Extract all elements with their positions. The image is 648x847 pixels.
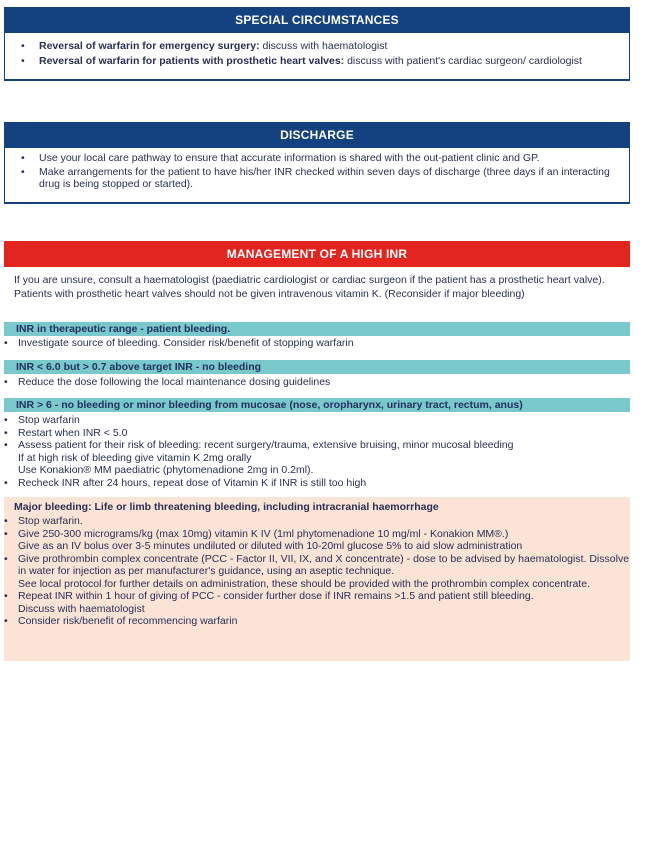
bullet-icon: •	[21, 40, 25, 52]
list-item	[21, 55, 621, 68]
high-inr-intro: If you are unsure, consult a haematologist (paediatric cardiologist or cardiac surgeon if the patient has a prosthetic heart valve). Patients with prosthetic heart valves should not be given intravenous vitamin K. (Reconsider if major bleeding)	[14, 274, 605, 300]
section-inr-below-6-band	[4, 360, 630, 374]
list-item	[4, 515, 630, 528]
special-circumstances-list	[5, 33, 629, 67]
item-text: Repeat INR within 1 hour of giving of PCC - consider further dose if INR remains >1.5 and patient still bleeding.	[18, 590, 534, 602]
section-therapeutic-range-list	[4, 337, 630, 350]
discharge-list	[5, 148, 629, 191]
high-inr-panel	[4, 241, 630, 661]
item-text: Use your local care pathway to ensure that accurate information is shared with the out-patient clinic and GP.	[39, 152, 540, 164]
list-item-continuation: Give as an IV bolus over 3-5 minutes undiluted or diluted with 10-20ml glucose 5% to aid slow administration	[18, 540, 523, 552]
item-text: Investigate source of bleeding. Consider risk/benefit of stopping warfarin	[18, 337, 354, 349]
bullet-icon: •	[4, 414, 8, 426]
bullet-icon: •	[21, 152, 25, 164]
list-item	[4, 414, 630, 427]
list-item	[4, 427, 630, 440]
bullet-icon: •	[4, 426, 8, 439]
list-item-continuation: See local protocol for further details on administration, these should be provided with the prothrombin complex concentrate.	[18, 577, 590, 590]
list-item	[4, 477, 630, 490]
list-item	[21, 166, 621, 191]
bullet-icon: •	[4, 337, 8, 349]
list-item	[21, 152, 621, 165]
item-text: Stop warfarin.	[18, 515, 83, 527]
list-item-continuation: Use Konakion® MM paediatric (phytomenadione 2mg in 0.2ml).	[18, 464, 314, 476]
special-circumstances-header	[5, 7, 629, 33]
bullet-icon: •	[4, 515, 8, 527]
bullet-icon: •	[4, 439, 8, 451]
bullet-icon: •	[4, 552, 8, 565]
item-text: Give prothrombin complex concentrate (PCC - Factor II, VII, IX, and X concentrate) - dose to be advised by haematologist. Dissolve in water for injection as per manufacturer's guidance, using an aseptic technique.	[18, 552, 630, 577]
item-text: discuss with patient's cardiac surgeon/ cardiologist	[344, 54, 582, 67]
list-item	[4, 439, 630, 452]
high-inr-title: MANAGEMENT OF A HIGH INR	[226, 247, 408, 261]
bullet-icon: •	[4, 615, 8, 627]
list-item	[4, 590, 630, 603]
item-text: Recheck INR after 24 hours, repeat dose of Vitamin K if INR is still too high	[18, 476, 367, 489]
item-text: Make arrangements for the patient to have his/her INR checked within seven days of discharge (three days if an interacting drug is being stopped or started).	[39, 165, 610, 190]
section-title: INR in therapeutic range - patient bleeding.	[16, 323, 231, 335]
bullet-icon: •	[21, 54, 25, 67]
item-text: Give 250-300 micrograms/kg (max 10mg) vitamin K IV (1ml phytomenadione 10 mg/ml - Konakion MM®.)	[18, 527, 509, 540]
section-title: INR < 6.0 but > 0.7 above target INR - no bleeding	[16, 361, 262, 373]
item-bold: Reversal of warfarin for patients with prosthetic heart valves:	[39, 54, 345, 67]
item-text: Consider risk/benefit of recommencing warfarin	[18, 615, 238, 627]
list-item-continuation: If at high risk of bleeding give vitamin K 2mg orally	[18, 451, 252, 464]
list-item	[4, 553, 630, 578]
major-bleeding-section	[4, 497, 630, 661]
major-bleeding-title: Major bleeding: Life or limb threatening bleeding, including intracranial haemorrhage	[14, 501, 439, 513]
discharge-header	[5, 122, 629, 148]
item-text: Restart when INR < 5.0	[18, 426, 128, 439]
discharge-panel	[4, 122, 630, 204]
bullet-icon: •	[4, 376, 8, 388]
list-item	[21, 40, 621, 53]
bullet-icon: •	[4, 590, 8, 602]
major-bleeding-list	[4, 514, 630, 628]
list-item-continuation: Discuss with haematologist	[18, 602, 145, 615]
item-text: discuss with haematologist	[259, 40, 388, 52]
list-item	[4, 528, 630, 541]
section-inr-above-6-band	[4, 398, 630, 412]
list-item	[4, 376, 630, 389]
bullet-icon: •	[4, 527, 8, 540]
section-title: INR > 6 - no bleeding or minor bleeding from mucosae (nose, oropharynx, urinary tract, rectum, anus)	[16, 399, 523, 411]
item-text: Reduce the dose following the local maintenance dosing guidelines	[18, 376, 331, 388]
high-inr-header	[4, 241, 630, 267]
discharge-title: DISCHARGE	[280, 128, 354, 142]
item-text: Stop warfarin	[18, 414, 80, 426]
special-circumstances-panel	[4, 7, 630, 81]
list-item	[4, 337, 630, 350]
section-therapeutic-range-band	[4, 322, 630, 336]
section-inr-below-6-list	[4, 376, 630, 389]
bullet-icon: •	[21, 165, 25, 178]
item-text: Assess patient for their risk of bleeding: recent surgery/trauma, extensive bruising, minor mucosal bleeding	[18, 439, 514, 451]
list-item	[4, 615, 630, 628]
item-bold: Reversal of warfarin for emergency surgery:	[39, 40, 260, 52]
section-inr-above-6-list	[4, 414, 630, 489]
bullet-icon: •	[4, 476, 8, 489]
special-circumstances-title: SPECIAL CIRCUMSTANCES	[235, 13, 399, 27]
